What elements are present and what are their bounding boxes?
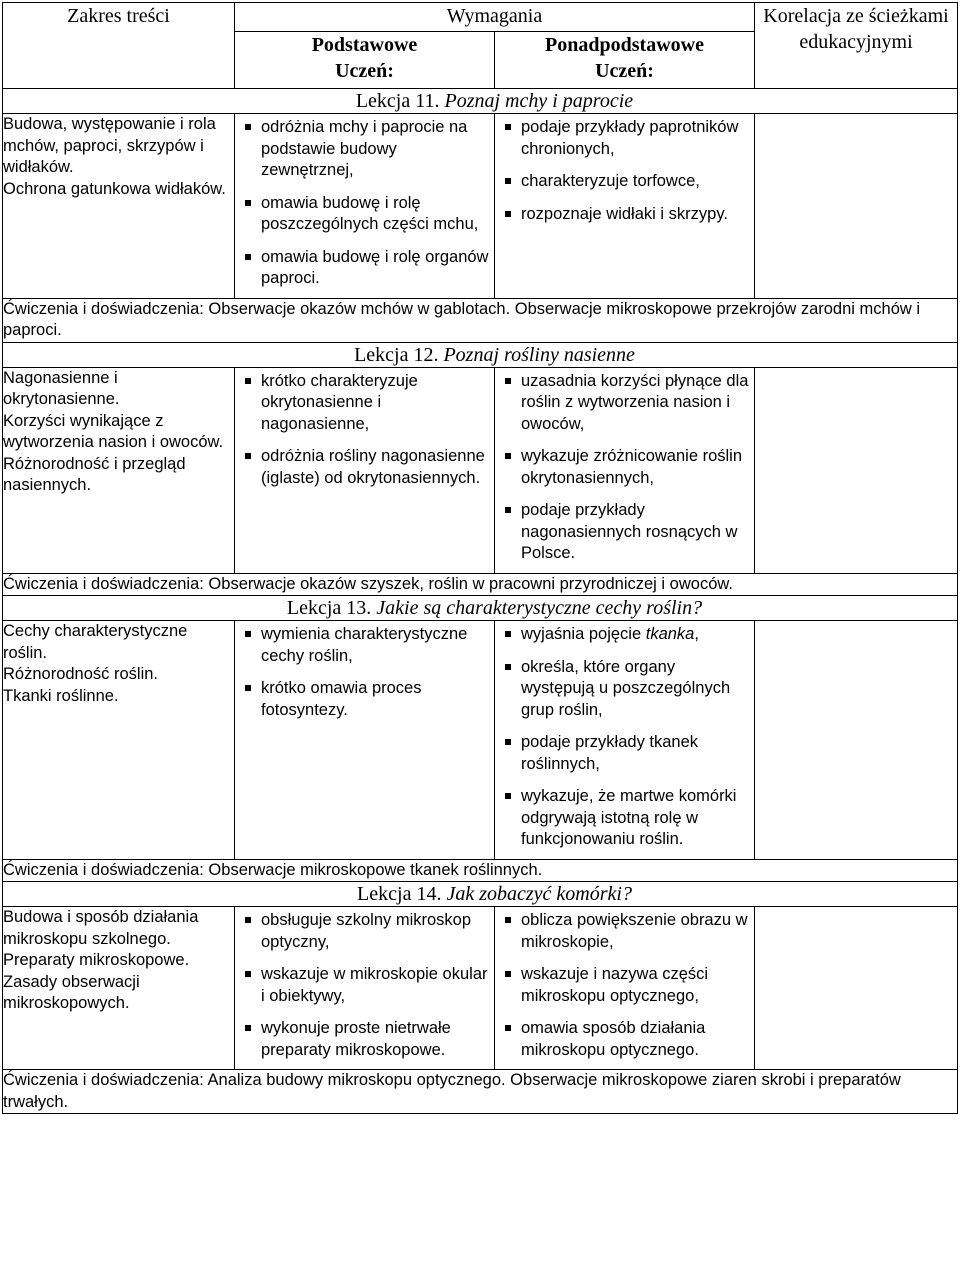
zakres-item: Cechy charakterystyczne roślin. xyxy=(3,622,188,662)
requirement-text: wskazuje i nazywa części mikroskopu optycznego, xyxy=(521,965,709,1005)
requirement-item xyxy=(243,678,490,721)
lesson-number: Lekcja 14. xyxy=(357,883,442,905)
italic-term: tkanka xyxy=(645,625,695,643)
requirement-item xyxy=(503,732,750,775)
lesson-content-row xyxy=(3,907,958,1070)
square-bullet-icon xyxy=(245,971,251,977)
square-bullet-icon xyxy=(245,254,251,260)
square-bullet-icon xyxy=(505,507,511,513)
exercises-row xyxy=(3,298,958,342)
lesson-title-spacer xyxy=(3,89,235,114)
header-podstawowe xyxy=(235,32,495,89)
lesson-number: Lekcja 11. xyxy=(355,90,440,112)
lesson-content-row xyxy=(3,621,958,860)
exercises-row xyxy=(3,859,958,882)
korelacja-cell xyxy=(755,621,958,860)
ponadpodstawowe-cell xyxy=(495,621,755,860)
square-bullet-icon xyxy=(245,685,251,691)
lesson-name: Poznaj mchy i paprocie xyxy=(444,90,634,112)
zakres-item: Różnorodność i przegląd nasiennych. xyxy=(3,454,186,494)
square-bullet-icon xyxy=(505,739,511,745)
exercises-row xyxy=(3,1070,958,1114)
requirement-item xyxy=(243,910,490,953)
requirement-text: wykazuje, że martwe komórki odgrywają istotną rolę w funkcjonowaniu roślin. xyxy=(521,787,737,848)
lesson-title xyxy=(235,882,755,907)
podstawowe-cell xyxy=(235,367,495,573)
zakres-item: Nagonasienne i okrytonasienne. xyxy=(3,368,120,408)
requirement-item xyxy=(503,624,750,646)
requirement-item xyxy=(503,171,750,193)
lesson-title-spacer xyxy=(755,89,958,114)
requirement-item xyxy=(243,624,490,667)
lesson-title-row xyxy=(3,342,958,367)
podstawowe-cell xyxy=(235,907,495,1070)
zakres-item: Preparaty mikroskopowe. xyxy=(3,951,190,969)
requirement-text: obsługuje szkolny mikroskop optyczny, xyxy=(261,911,472,951)
square-bullet-icon xyxy=(505,793,511,799)
square-bullet-icon xyxy=(245,124,251,130)
square-bullet-icon xyxy=(505,917,511,923)
requirement-text: krótko omawia proces fotosyntezy. xyxy=(261,679,422,719)
lesson-name: Poznaj rośliny nasienne xyxy=(443,343,635,366)
requirement-item xyxy=(503,117,750,160)
square-bullet-icon xyxy=(505,631,511,637)
podstawowe-list xyxy=(235,368,494,498)
requirement-item xyxy=(503,910,750,953)
square-bullet-icon xyxy=(505,211,511,217)
requirement-text: oblicza powiększenie obrazu w mikroskopie, xyxy=(521,911,748,951)
square-bullet-icon xyxy=(245,917,251,923)
requirement-item xyxy=(503,500,750,565)
requirement-text: omawia budowę i rolę poszczególnych części mchu, xyxy=(261,193,479,233)
lesson-title-row xyxy=(3,89,958,114)
requirement-item xyxy=(243,371,490,436)
exercises-text: Ćwiczenia i doświadczenia: Obserwacje okazów mchów w gablotach. Obserwacje mikroskopowe przekrojów zarodni mchów i paproci. xyxy=(3,298,958,342)
lesson-title-spacer xyxy=(755,596,958,621)
lesson-title-row xyxy=(3,596,958,621)
exercises-text: Ćwiczenia i doświadczenia: Obserwacje mikroskopowe tkanek roślinnych. xyxy=(3,859,958,882)
ponadpodstawowe-list xyxy=(495,907,754,1069)
zakres-cell xyxy=(3,621,235,860)
requirement-text: wyjaśnia pojęcie tkanka, xyxy=(521,625,699,643)
header-korelacja: Korelacja ze ścieżkami edukacyjnymi xyxy=(755,3,958,89)
ponadpodstawowe-list xyxy=(495,621,754,859)
podstawowe-cell xyxy=(235,114,495,299)
header-ponadpodstawowe-label: Ponadpodstawowe xyxy=(545,34,704,56)
zakres-item: Budowa, występowanie i rola mchów, paproci, skrzypów i widłaków. xyxy=(3,115,216,176)
requirement-text: rozpoznaje widłaki i skrzypy. xyxy=(521,204,728,223)
header-uczen-label: Uczeń: xyxy=(595,60,654,82)
square-bullet-icon xyxy=(505,1025,511,1031)
requirement-text: podaje przykłady paprotników chronionych, xyxy=(521,118,739,158)
lesson-title xyxy=(235,89,755,114)
requirement-item xyxy=(243,964,490,1007)
lesson-content-row xyxy=(3,114,958,299)
requirement-text: wskazuje w mikroskopie okular i obiektywy, xyxy=(261,965,488,1005)
square-bullet-icon xyxy=(245,200,251,206)
ponadpodstawowe-list xyxy=(495,368,754,573)
exercises-row xyxy=(3,573,958,596)
lesson-name: Jak zobaczyć komórki? xyxy=(446,883,632,905)
zakres-item: Korzyści wynikające z wytworzenia nasion i owoców. xyxy=(3,411,224,451)
header-zakres: Zakres treści xyxy=(3,3,235,89)
zakres-item: Ochrona gatunkowa widłaków. xyxy=(3,179,226,198)
square-bullet-icon xyxy=(245,378,251,384)
lesson-title-row xyxy=(3,882,958,907)
korelacja-cell xyxy=(755,367,958,573)
korelacja-cell xyxy=(755,907,958,1070)
header-wymagania: Wymagania xyxy=(235,3,755,32)
requirement-text: odróżnia rośliny nagonasienne (iglaste) od okrytonasiennych. xyxy=(261,447,485,487)
square-bullet-icon xyxy=(245,453,251,459)
lesson-title xyxy=(235,342,755,367)
header-ponadpodstawowe xyxy=(495,32,755,89)
square-bullet-icon xyxy=(505,971,511,977)
lesson-title-spacer xyxy=(3,342,235,367)
requirement-item xyxy=(243,117,490,182)
curriculum-table xyxy=(2,2,958,1114)
zakres-item: Zasady obserwacji mikroskopowych. xyxy=(3,972,140,1012)
requirement-text: wykonuje proste nietrwałe preparaty mikroskopowe. xyxy=(261,1019,451,1059)
requirement-item xyxy=(243,247,490,290)
ponadpodstawowe-list xyxy=(495,114,754,233)
requirement-item xyxy=(503,446,750,489)
ponadpodstawowe-cell xyxy=(495,114,755,299)
podstawowe-list xyxy=(235,621,494,729)
lesson-name: Jakie są charakterystyczne cechy roślin? xyxy=(376,597,703,619)
lessons-body xyxy=(3,89,958,1114)
zakres-cell xyxy=(3,114,235,299)
lesson-number: Lekcja 12. xyxy=(354,343,439,366)
square-bullet-icon xyxy=(245,631,251,637)
zakres-item: Tkanki roślinne. xyxy=(3,686,119,705)
requirement-item xyxy=(503,657,750,722)
ponadpodstawowe-cell xyxy=(495,907,755,1070)
requirement-text: odróżnia mchy i paprocie na podstawie budowy zewnętrznej, xyxy=(261,118,468,179)
requirement-item xyxy=(503,1018,750,1061)
podstawowe-list xyxy=(235,114,494,298)
requirement-item xyxy=(503,371,750,436)
requirement-item xyxy=(503,204,750,226)
requirement-item xyxy=(243,193,490,236)
square-bullet-icon xyxy=(505,664,511,670)
requirement-text: określa, które organy występują u poszczególnych grup roślin, xyxy=(521,657,731,719)
lesson-title-spacer xyxy=(3,882,235,907)
square-bullet-icon xyxy=(505,453,511,459)
header-uczen-label: Uczeń: xyxy=(335,60,394,82)
requirement-text: wykazuje zróżnicowanie roślin okrytonasiennych, xyxy=(521,447,743,487)
lesson-title-spacer xyxy=(755,882,958,907)
square-bullet-icon xyxy=(245,1025,251,1031)
header-podstawowe-label: Podstawowe xyxy=(311,34,418,56)
korelacja-cell xyxy=(755,114,958,299)
requirement-text: omawia budowę i rolę organów paproci. xyxy=(261,247,489,287)
lesson-title xyxy=(235,596,755,621)
requirement-item xyxy=(243,446,490,489)
requirement-text: wymienia charakterystyczne cechy roślin, xyxy=(261,625,468,665)
square-bullet-icon xyxy=(505,378,511,384)
lesson-content-row xyxy=(3,367,958,573)
lesson-number: Lekcja 13. xyxy=(286,597,372,619)
requirement-text: omawia sposób działania mikroskopu optycznego. xyxy=(521,1019,706,1059)
requirement-item xyxy=(243,1018,490,1061)
lesson-title-spacer xyxy=(3,596,235,621)
requirement-text: uzasadnia korzyści płynące dla roślin z wytworzenia nasion i owoców, xyxy=(521,371,749,433)
lesson-title-spacer xyxy=(755,342,958,367)
exercises-text: Ćwiczenia i doświadczenia: Analiza budowy mikroskopu optycznego. Obserwacje mikroskopowe ziaren skrobi i preparatów trwałych. xyxy=(3,1070,958,1114)
requirement-text: krótko charakteryzuje okrytonasienne i nagonasienne, xyxy=(261,371,418,433)
ponadpodstawowe-cell xyxy=(495,367,755,573)
podstawowe-list xyxy=(235,907,494,1069)
zakres-cell xyxy=(3,907,235,1070)
square-bullet-icon xyxy=(505,178,511,184)
podstawowe-cell xyxy=(235,621,495,860)
zakres-item: Budowa i sposób działania mikroskopu szkolnego. xyxy=(3,908,199,948)
zakres-item: Różnorodność roślin. xyxy=(3,665,158,683)
requirement-text: charakteryzuje torfowce, xyxy=(521,172,700,190)
requirement-item xyxy=(503,964,750,1007)
square-bullet-icon xyxy=(505,124,511,130)
requirement-text: podaje przykłady tkanek roślinnych, xyxy=(521,733,699,773)
zakres-cell xyxy=(3,367,235,573)
exercises-text: Ćwiczenia i doświadczenia: Obserwacje okazów szyszek, roślin w pracowni przyrodniczej i owoców. xyxy=(3,573,958,596)
requirement-text: podaje przykłady nagonasiennych rosnących w Polsce. xyxy=(521,501,738,562)
requirement-item xyxy=(503,786,750,851)
